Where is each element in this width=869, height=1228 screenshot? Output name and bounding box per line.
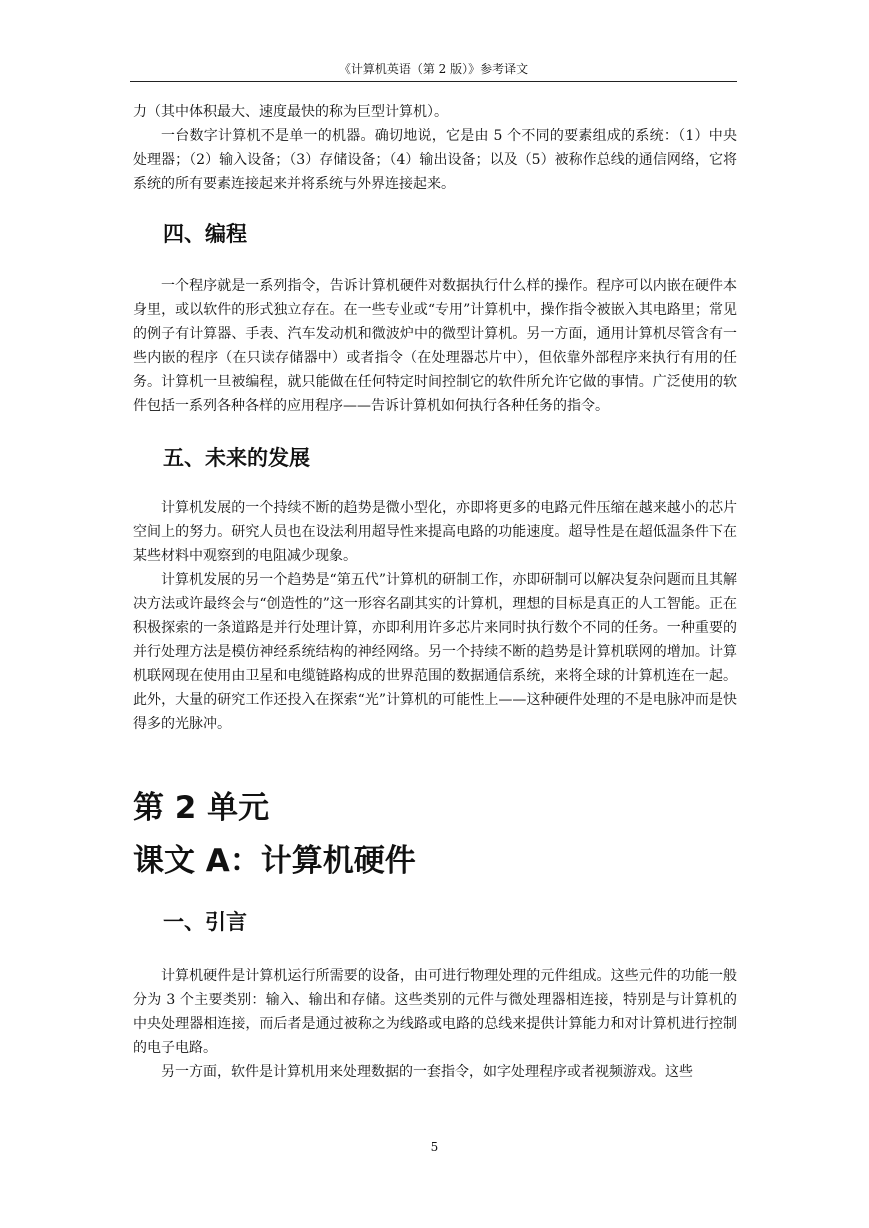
paragraph-hardware: 计算机硬件是计算机运行所需要的设备，由可进行物理处理的元件组成。这些元件的功能一般分为 3 个主要类别：输入、输出和存储。这些类别的元件与微处理器相连接，特别是与计算机的中央处理器相连接，而后者是通过被称之为线路或电路的总线来提供计算能力和对计算机进行控制的电子电路。 — [133, 968, 737, 1056]
lesson-title: 课文 A：计算机硬件 — [133, 843, 416, 879]
paragraph-programming: 一个程序就是一系列指令，告诉计算机硬件对数据执行什么样的操作。程序可以内嵌在硬件本身里，或以软件的形式独立存在。在一些专业或“专用”计算机中，操作指令被嵌入其电路里；常见的例子有计算器、手表、汽车发动机和微波炉中的微型计算机。另一方面，通用计算机尽管含有一些内嵌的程序（在只读存储器中）或者指令（在处理器芯片中），但依靠外部程序来执行有用的任务。计算机一旦被编程，就只能做在任何特定时间控制它的软件所允许它做的事情。广泛使用的软件包括一系列各种各样的应用程序——告诉计算机如何执行各种任务的指令。 — [133, 278, 737, 414]
paragraph-fifth-generation: 计算机发展的另一个趋势是“第五代”计算机的研制工作，亦即研制可以解决复杂问题而且其解决方法或许最终会与“创造性的”这一形容名副其实的计算机，理想的目标是真正的人工智能。正在积极探索的一条道路是并行处理计算，亦即利用许多芯片来同时执行数个不同的任务。一种重要的并行处理方法是模仿神经系统结构的神经网络。另一个持续不断的趋势是计算机联网的增加。计算机联网现在使用由卫星和电缆链路构成的世界范围的数据通信系统，来将全球的计算机连在一起。此外，大量的研究工作还投入在探索“光”计算机的可能性上——这种硬件处理的不是电脉冲而是快得多的光脉冲。 — [133, 572, 737, 732]
page-content — [133, 100, 737, 1084]
section-heading-intro: 一、引言 — [163, 910, 247, 934]
section-heading-future: 五、未来的发展 — [163, 446, 310, 470]
paragraph-software: 另一方面，软件是计算机用来处理数据的一套指令，如字处理程序或者视频游戏。这些 — [161, 1064, 693, 1080]
running-header: 《计算机英语（第 2 版）》参考译文 — [338, 62, 529, 76]
section-heading-programming: 四、编程 — [163, 222, 247, 246]
paragraph-miniaturization: 计算机发展的一个持续不断的趋势是微小型化，亦即将更多的电路元件压缩在越来越小的芯片空间上的努力。研究人员也在设法利用超导性来提高电路的功能速度。超导性是在超低温条件下在某些材料中观察到的电阻减少现象。 — [133, 500, 737, 564]
paragraph-continued: 力（其中体积最大、速度最快的称为巨型计算机）。 — [133, 104, 448, 120]
paragraph-digital-computer: 一台数字计算机不是单一的机器。确切地说，它是由 5 个不同的要素组成的系统：（1）中央处理器；（2）输入设备；（3）存储设备；（4）输出设备；以及（5）被称作总线的通信网络，它将系统的所有要素连接起来并将系统与外界连接起来。 — [133, 128, 737, 192]
unit-title: 第 2 单元 — [133, 790, 270, 826]
page-number: 5 — [430, 1140, 439, 1154]
header-rule — [130, 81, 737, 82]
